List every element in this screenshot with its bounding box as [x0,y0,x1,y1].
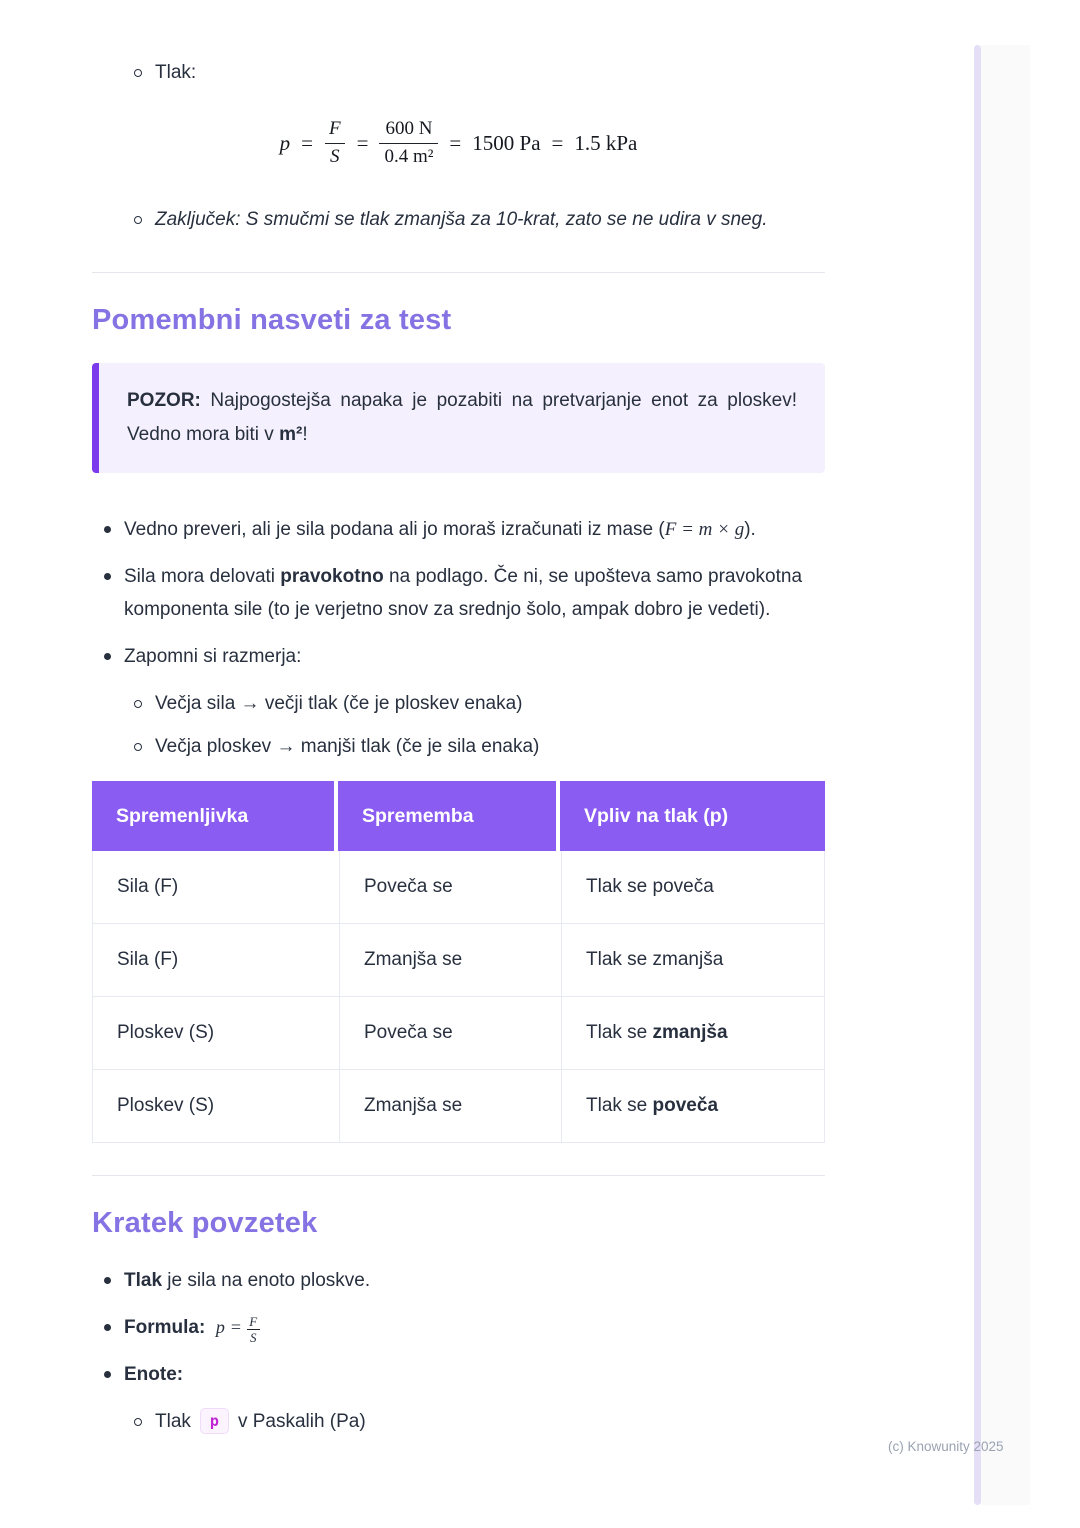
table-row [92,997,825,1070]
summary-heading: Kratek povzetek [92,1207,318,1240]
table-cell: Sila (F) [117,949,179,971]
callout-text: Najpogostejša napaka je pozabiti na pretvarjanje enot za ploskev! Vedno mora biti v [127,390,797,446]
bullet-icon [104,653,111,660]
tip-item-1 [92,513,825,546]
summary-bold: Enote: [124,1364,184,1386]
tip-text-post: na podlago. Če ni, se upošteva samo pravokotna komponenta sile (to je verjetno snov za srednjo šolo, ampak dobro je vedeti). [124,566,803,621]
table-header-cell: Vpliv na tlak (p) [584,805,729,828]
inline-formula [216,1311,260,1344]
table-row [92,851,825,924]
cell-bold: poveča [652,1095,719,1117]
fraction-values [379,117,438,169]
formula-result-kpa: 1.5 kPa [574,130,638,155]
callout-bold-unit: m² [279,424,303,446]
relation-item-1 [92,687,825,720]
table-header-cell: Spremenljivka [92,781,338,851]
tip-text: Zapomni si razmerja: [124,646,302,668]
circle-bullet-icon [134,216,142,224]
bullet-icon [104,1277,111,1284]
table-cell: Zmanjša se [339,924,561,996]
circle-bullet-icon [134,743,142,751]
summary-item-3 [92,1358,825,1391]
relation-text: Večja sila → večji tlak (če je ploskev enaka) [155,693,523,715]
equals-sign: = [449,130,462,155]
bullet-icon [104,526,111,533]
table-cell [561,1070,826,1142]
table-cell: Zmanjša se [339,1070,561,1142]
fraction-denominator: S [325,143,345,170]
bullet-icon [104,573,111,580]
unit-text [155,1405,825,1438]
summary-bold: Formula: [124,1317,206,1339]
formula-lhs: p [215,1317,225,1338]
conclusion-text: Zaključek: S smučmi se tlak zmanjša za 10-krat, zato se ne udira v sneg. [155,209,768,231]
fraction-numerator: F [328,118,341,139]
section-divider [92,1175,825,1176]
tip-text [124,513,825,546]
summary-bold: Tlak [124,1270,163,1292]
list-item-tlak [92,56,825,89]
circle-bullet-icon [134,700,142,708]
table-cell: Poveča se [339,851,561,923]
table-cell: Sila (F) [117,876,179,898]
relation-item-2 [92,730,825,763]
table-cell: Ploskev (S) [117,1095,215,1117]
circle-bullet-icon [134,69,142,77]
table-cell: Ploskev (S) [117,1022,215,1044]
fraction-numerator: 600 N [385,118,433,139]
unit-badge: p [200,1408,229,1434]
fraction-FS [324,117,346,169]
tip-text-pre: Vedno preveri, ali je sila podana ali jo moraš izračunati iz mase ( [124,519,665,541]
bullet-icon [104,1371,111,1378]
scrollbar-thumb[interactable] [974,45,981,1505]
table-header-cell: Sprememba [338,781,560,851]
table-header-row [92,781,825,851]
equals-sign: = [301,130,313,155]
summary-item-1 [92,1264,825,1297]
cell-bold: zmanjša [652,1022,728,1044]
tip-text [124,560,825,626]
warning-callout [92,363,825,473]
table-cell [561,997,826,1069]
relation-text: Večja ploskev → manjši tlak (če je sila enaka) [155,736,540,758]
unit-item [92,1405,825,1438]
tip-item-2 [92,560,825,626]
pressure-formula [92,117,825,169]
summary-text [124,1264,825,1297]
footer-credit: (c) Knowunity 2025 [888,1439,1004,1454]
callout-tail: ! [302,424,308,446]
summary-text [124,1358,825,1391]
fraction-numerator: F [249,1313,258,1329]
pressure-table [92,781,825,1143]
summary-text [124,1311,825,1344]
table-row [92,1070,825,1143]
units-sublist [92,1405,825,1438]
table-cell [561,924,826,996]
cell-text: Tlak se poveča [586,876,714,898]
unit-text-post: v Paskalih (Pa) [237,1411,366,1433]
tip-text-post: ). [744,519,756,541]
summary-item-2 [92,1311,825,1344]
circle-bullet-icon [134,1418,142,1426]
cell-text: Tlak se [586,1095,653,1117]
table-cell: Poveča se [339,997,561,1069]
table-cell [561,851,826,923]
relations-sublist [92,687,825,763]
scrollbar-track[interactable] [981,45,1030,1505]
unit-text-pre: Tlak [155,1411,191,1433]
equals-sign: = [356,130,369,155]
formula-result-pa: 1500 Pa [472,130,541,155]
equals-sign: = [551,130,564,155]
tips-heading: Pomembni nasveti za test [92,304,452,337]
tip-text-pre: Sila mora delovati [124,566,281,588]
bullet-icon [104,1324,111,1331]
equals-sign: = [230,1317,241,1338]
cell-text: Tlak se zmanjša [586,949,724,971]
list-item-conclusion [92,203,825,236]
document-content [92,0,825,1438]
list-item-text: Tlak: [155,62,197,83]
tip-item-3 [92,640,825,673]
fraction-denominator: 0.4 m² [379,143,438,170]
tip-text-bold: pravokotno [280,566,384,588]
formula-lhs: p [279,130,291,155]
summary-rest: je sila na enoto ploskve. [162,1270,371,1292]
inline-math: F = m × g [664,519,745,541]
cell-text: Tlak se [586,1022,653,1044]
fraction-denominator: S [247,1329,260,1346]
callout-label: POZOR: [127,390,201,412]
table-row [92,924,825,997]
section-divider [92,272,825,273]
small-fraction [247,1314,260,1346]
